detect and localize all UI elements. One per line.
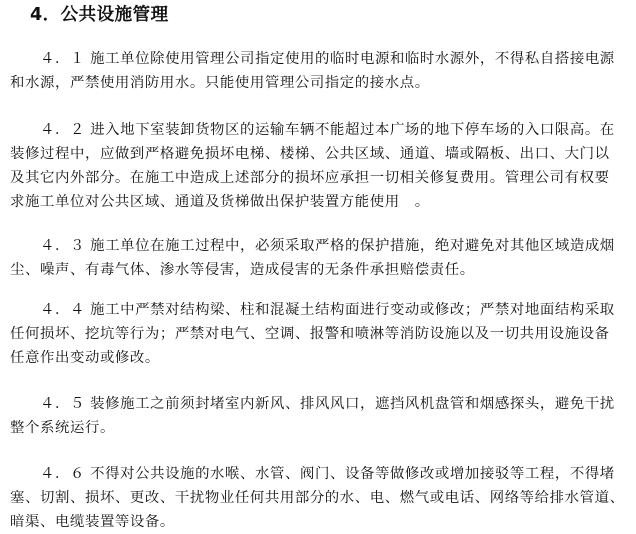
- paragraph-line: 任何损坏、挖坑等行为；严禁对电气、空调、报警和喷淋等消防设施以及一切共用设施设备: [10, 326, 610, 342]
- paragraph-line: 整个系统运行。: [10, 420, 115, 436]
- paragraph-line: 及其它内外部分。在施工中造成上述部分的损坏应承担一切相关修复费用。管理公司有权要: [10, 170, 610, 186]
- paragraph-4-3: [10, 234, 628, 282]
- paragraph-line: ４．２ 进入地下室装卸货物区的运输车辆不能超过本广场的地下停车场的入口限高。在: [10, 122, 615, 138]
- paragraph-line: ４．１ 施工单位除使用管理公司指定使用的临时电源和临时水源外，不得私自搭接电源: [10, 51, 615, 67]
- paragraph-4-5: [10, 392, 628, 440]
- paragraph-4-2: [10, 118, 628, 214]
- paragraph-line: 尘、噪声、有毒气体、渗水等侵害，造成侵害的无条件承担赔偿责任。: [10, 262, 475, 278]
- paragraph-line: 和水源，严禁使用消防用水。只能使用管理公司指定的接水点。: [10, 75, 430, 91]
- paragraph-line: ４．６ 不得对公共设施的水喉、水管、阀门、设备等做修改或增加接驳等工程，不得堵: [10, 466, 615, 482]
- paragraph-line: 塞、切割、损坏、更改、干扰物业任何共用部分的水、电、燃气或电话、网络等给排水管道、: [10, 490, 625, 506]
- paragraph-4-4: [10, 298, 628, 370]
- paragraph-line: ４．４ 施工中严禁对结构梁、柱和混凝土结构面进行变动或修改；严禁对地面结构采取: [10, 302, 615, 318]
- paragraph-line: ４．３ 施工单位在施工过程中，必须采取严格的保护措施，绝对避免对其他区域造成烟: [10, 238, 615, 254]
- section-title: 4．公共设施管理: [30, 5, 169, 25]
- paragraph-line: ４．５ 装修施工之前须封堵室内新风、排风风口，遮挡风机盘管和烟感探头，避免干扰: [10, 396, 615, 412]
- paragraph-line: 任意作出变动或修改。: [10, 350, 160, 366]
- paragraph-line: 暗渠、电缆装置等设备。: [10, 514, 175, 530]
- paragraph-line: 求施工单位对公共区域、通道及货梯做出保护装置方能使用 。: [10, 194, 430, 210]
- paragraph-4-6: [10, 462, 628, 534]
- paragraph-line: 装修过程中，应做到严格避免损坏电梯、楼梯、公共区域、通道、墙或隔板、出口、大门以: [10, 146, 610, 162]
- paragraph-4-1: [10, 47, 628, 95]
